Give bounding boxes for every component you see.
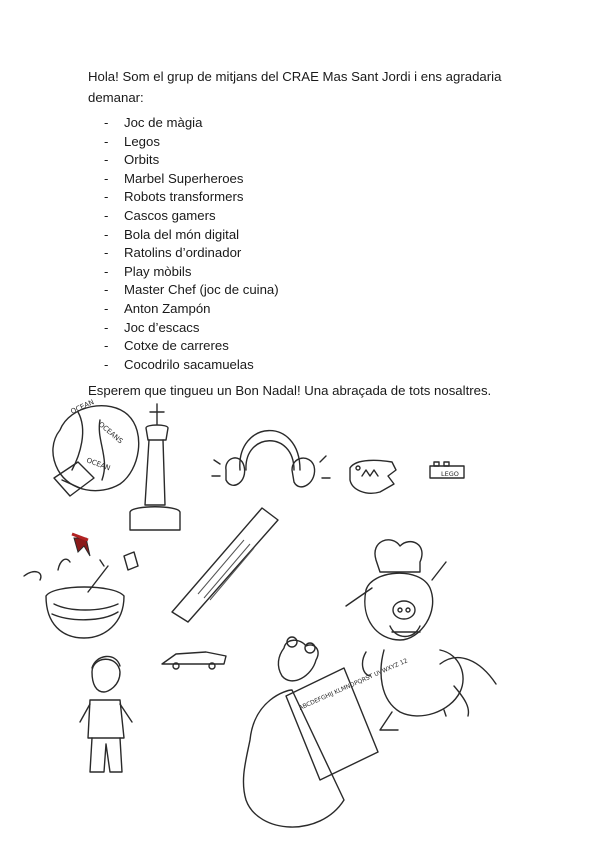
list-item-text: Cascos gamers [124, 207, 216, 223]
list-bullet: - [104, 300, 109, 316]
list-item-text: Bola del món digital [124, 226, 240, 242]
list-bullet: - [104, 133, 109, 149]
list-bullet: - [104, 319, 109, 335]
list-item-text: Cocodrilo sacamuelas [124, 356, 254, 372]
letter-intro: Hola! Som el grup de mitjans del CRAE Mas Sant Jordi i ens agradaria demanar: [88, 69, 502, 105]
list-bullet: - [104, 356, 109, 372]
list-item-text: Play mòbils [124, 263, 192, 279]
list-bullet: - [104, 338, 109, 354]
list-bullet: - [104, 152, 109, 168]
list-item-text: Master Chef (joc de cuina) [124, 282, 279, 298]
list-item-text: Marbel Superheroes [124, 170, 244, 186]
list-item-text: Joc d’escacs [124, 319, 200, 335]
list-item-text: Anton Zampón [124, 300, 211, 316]
chess-piece-drawing [130, 404, 180, 530]
list-item-text: Legos [124, 133, 160, 149]
lego-brick-drawing [430, 462, 464, 478]
list-bullet: - [104, 282, 109, 298]
list-bullet: - [104, 189, 109, 205]
globe-drawing [53, 398, 139, 496]
cooking-bowl-drawing [24, 534, 138, 638]
card-text: ABCDEFGHIJ KLMNOPQRST UVWXYZ 12 [297, 657, 409, 712]
list-item-text: Orbits [124, 152, 160, 168]
list-bullet: - [104, 170, 109, 186]
globe-label: OCEAN [69, 398, 96, 416]
race-car-drawing [162, 652, 226, 669]
letter-closing: Esperem que tingueu un Bon Nadal! Una abraçada de tots nosaltres. [88, 383, 492, 398]
crocodile-drawing [350, 460, 396, 493]
list-bullet: - [104, 115, 109, 130]
magic-wand-drawing [172, 508, 278, 622]
globe-label: OCEANS [96, 420, 125, 446]
computer-mouse-drawing [278, 637, 318, 681]
list-bullet: - [104, 245, 109, 261]
list-bullet: - [104, 226, 109, 242]
list-item-text: Robots transformers [124, 189, 244, 205]
lego-label: LEGO [441, 470, 459, 478]
list-item-text: Ratolins d’ordinador [124, 245, 242, 261]
list-bullet: - [104, 263, 109, 279]
headphones-drawing [212, 431, 330, 487]
list-item-text: Joc de màgia [124, 115, 203, 130]
letter-card-drawing [243, 657, 408, 827]
pig-chef-drawing [346, 540, 496, 730]
globe-label: OCEAN [85, 456, 112, 473]
list-bullet: - [104, 207, 109, 223]
playmobil-figure-drawing [80, 656, 132, 772]
list-item-text: Cotxe de carreres [124, 338, 229, 354]
